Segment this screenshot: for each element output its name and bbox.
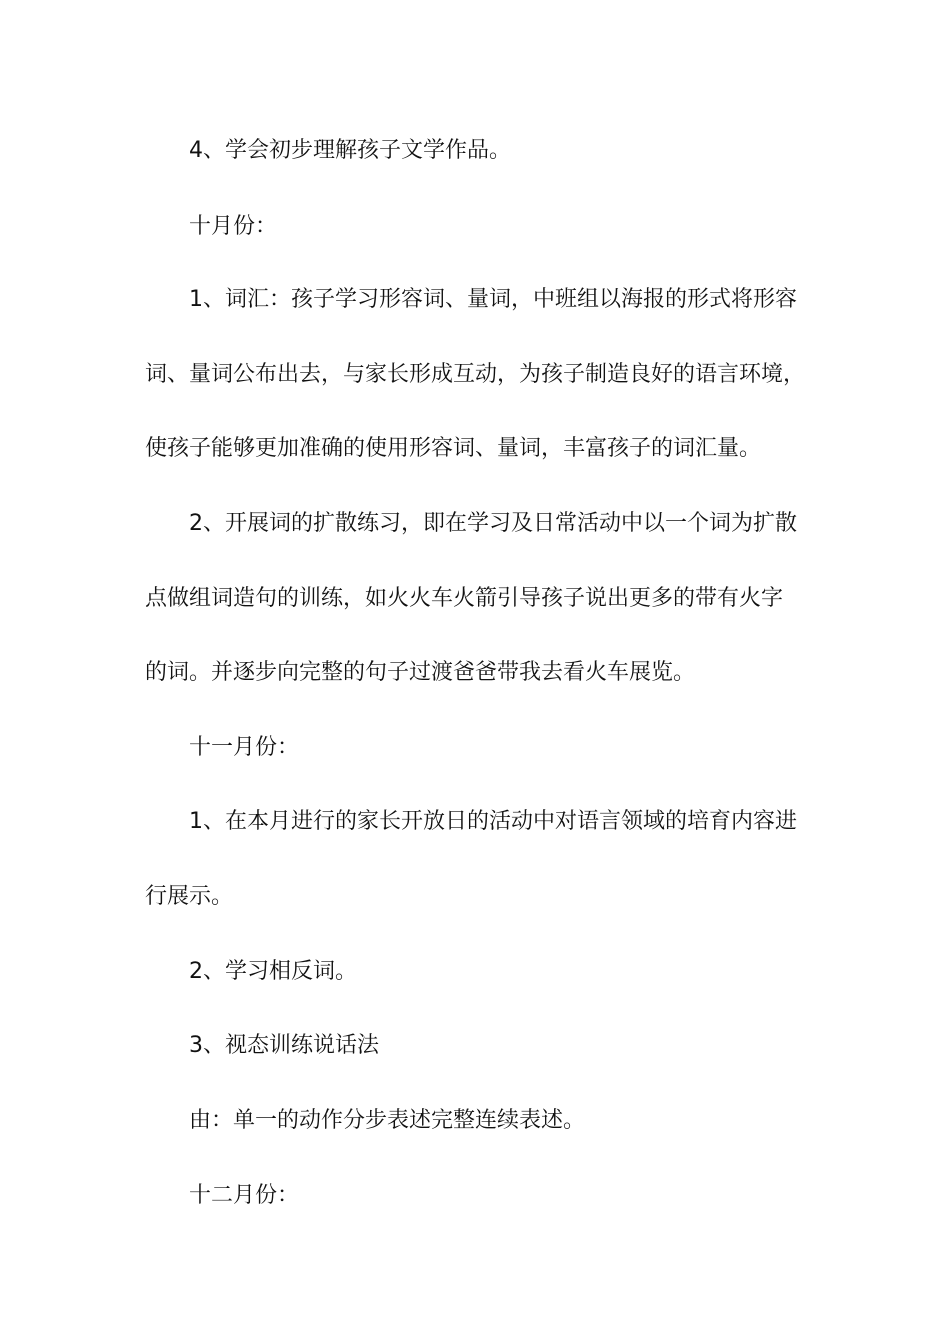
section-heading-december: 十二月份： [189,1183,300,1208]
paragraph-line: 点做组词造句的训练，如火火车火箭引导孩子说出更多的带有火字 [145,586,784,611]
paragraph-line: 由：单一的动作分步表述完整连续表述。 [189,1108,586,1133]
paragraph-line: 词、量词公布出去，与家长形成互动，为孩子制造良好的语言环境， [145,362,806,387]
paragraph-line: 1、词汇：孩子学习形容词、量词，中班组以海报的形式将形容 [189,287,797,312]
paragraph-item-4: 4、学会初步理解孩子文学作品。 [189,138,511,163]
paragraph-line: 2、学习相反词。 [189,959,357,984]
paragraph-line: 行展示。 [145,884,234,909]
paragraph-line: 3、视态训练说话法 [189,1033,379,1058]
paragraph-line: 2、开展词的扩散练习，即在学习及日常活动中以一个词为扩散 [189,511,797,536]
paragraph-line: 的词。并逐步向完整的句子过渡爸爸带我去看火车展览。 [145,660,696,685]
section-heading-october: 十月份： [189,214,278,239]
section-heading-november: 十一月份： [189,735,300,760]
paragraph-line: 1、在本月进行的家长开放日的活动中对语言领域的培育内容进 [189,809,797,834]
paragraph-line: 使孩子能够更加准确的使用形容词、量词，丰富孩子的词汇量。 [145,436,762,461]
